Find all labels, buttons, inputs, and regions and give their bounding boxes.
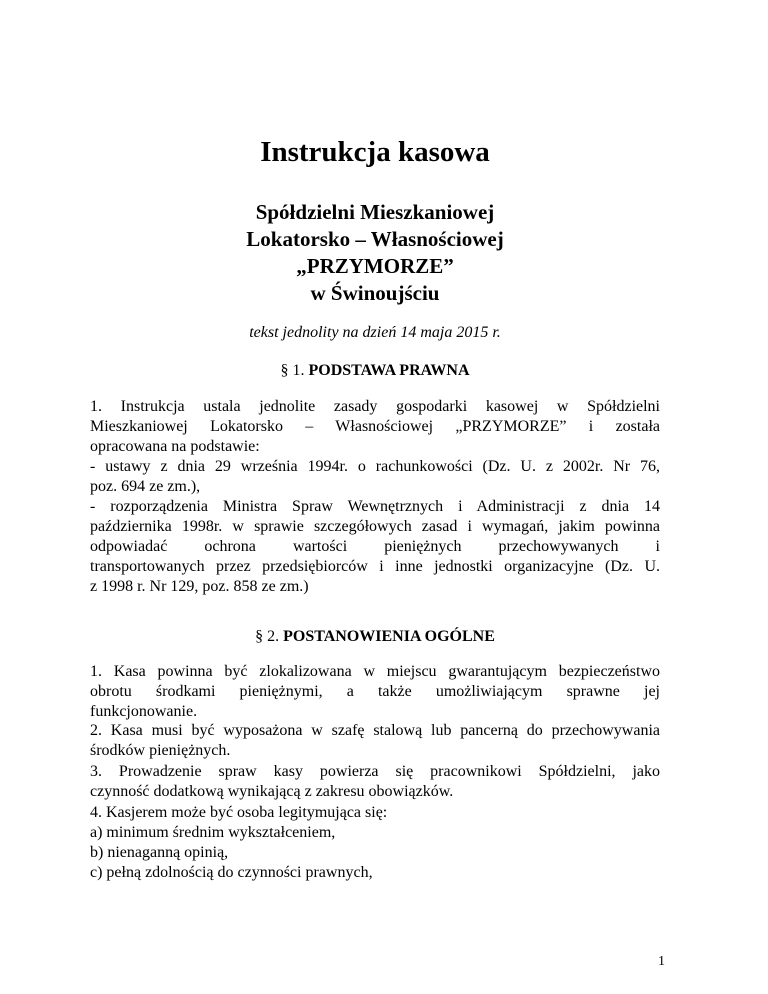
text-line: 4. Kasjerem może być osoba legitymująca się: xyxy=(90,804,388,821)
text-line: 1. Kasa powinna być zlokalizowana w miejscu gwarantującym bezpieczeństwo xyxy=(90,663,660,680)
text-line: 2. Kasa musi być wyposażona w szafę stalową lub pancerną do przechowywania xyxy=(90,722,660,739)
text-line: funkcjonowanie. xyxy=(90,703,198,720)
text-line: obrotu środkami pieniężnymi, a także umożliwiającym sprawne jej xyxy=(90,683,660,700)
document-subtitle xyxy=(90,199,660,307)
list-item: c) pełną zdolnością do czynności prawnych, xyxy=(90,864,373,881)
list-item: a) minimum średnim wykształceniem, xyxy=(90,824,336,841)
subtitle-line: w Świnoujściu xyxy=(310,281,440,305)
section-2-paragraph-1 xyxy=(90,662,660,722)
text-line: - rozporządzenia Ministra Spraw Wewnętrznych i Administracji z dnia 14 xyxy=(90,498,660,515)
section-2-paragraph-2 xyxy=(90,721,660,761)
date-line: tekst jednolity na dzień 14 maja 2015 r. xyxy=(249,324,501,341)
text-line: z 1998 r. Nr 129, poz. 858 ze zm.) xyxy=(90,578,309,595)
text-line: środków pieniężnych. xyxy=(90,742,231,759)
section-number: § 2. xyxy=(255,628,280,645)
section-title: POSTANOWIENIA OGÓLNE xyxy=(283,628,495,645)
list-item: b) nienaganną opinią, xyxy=(90,844,229,861)
subtitle-line: Lokatorsko – Własnościowej xyxy=(246,227,504,251)
text-line: - ustawy z dnia 29 września 1994r. o rachunkowości (Dz. U. z 2002r. Nr 76, xyxy=(90,458,660,475)
text-line: opracowana na podstawie: xyxy=(90,438,260,455)
subtitle-line: Spółdzielni Mieszkaniowej xyxy=(255,200,495,224)
section-title: PODSTAWA PRAWNA xyxy=(308,362,470,379)
section-2-heading xyxy=(90,627,660,647)
section-2-paragraph-3 xyxy=(90,762,660,802)
text-line: poz. 694 ze zm.), xyxy=(90,478,201,495)
text-line: października 1998r. w sprawie szczegółowych zasad i wymagań, jakim powinna xyxy=(90,518,660,535)
section-2-paragraph-4 xyxy=(90,803,660,883)
text-line: odpowiadać ochrona wartości pieniężnych przechowywanych i xyxy=(90,538,660,555)
section-number: § 1. xyxy=(280,362,305,379)
section-1-heading xyxy=(90,361,660,381)
section-1-paragraph xyxy=(90,397,660,597)
text-line: transportowanych przez przedsiębiorców i inne jednostki organizacyjne (Dz. U. xyxy=(90,558,660,575)
document-title: Instrukcja kasowa xyxy=(260,136,490,168)
text-line: 3. Prowadzenie spraw kasy powierza się pracownikowi Spółdzielni, jako xyxy=(90,763,660,780)
text-line: 1. Instrukcja ustala jednolite zasady gospodarki kasowej w Spółdzielni xyxy=(90,398,660,415)
text-line: czynność dodatkową wynikającą z zakresu obowiązków. xyxy=(90,783,454,800)
text-line: Mieszkaniowej Lokatorsko – Własnościowej „PRZYMORZE” i została xyxy=(90,418,660,435)
page-number: 1 xyxy=(658,954,665,969)
subtitle-line: „PRZYMORZE” xyxy=(296,254,454,278)
